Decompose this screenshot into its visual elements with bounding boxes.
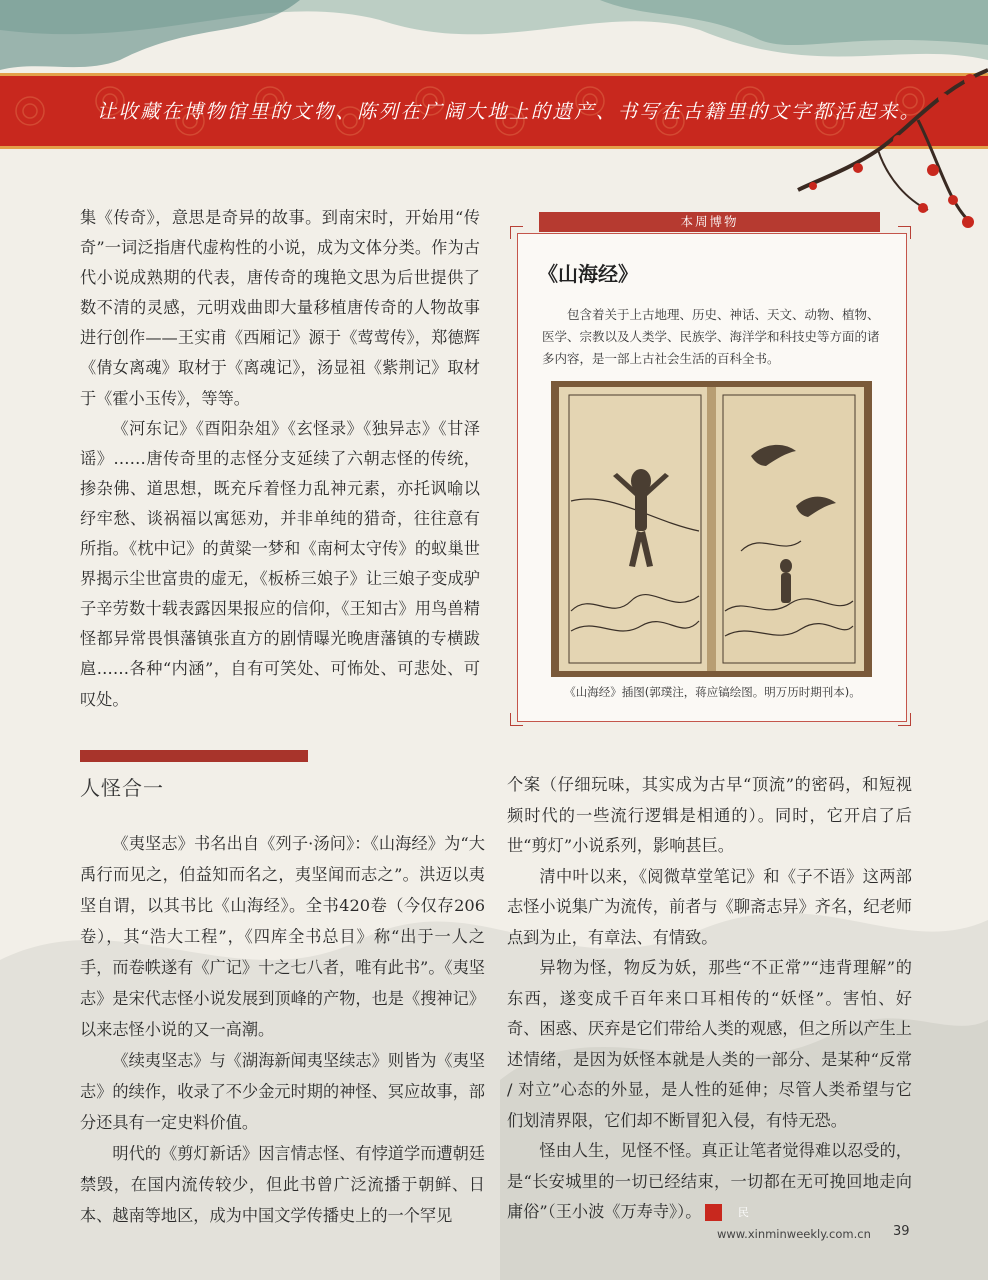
paragraph: 明代的《剪灯新话》因言情志怪、有悖道学而遭朝廷禁毁，在国内流传较少，但此书曾广泛流播于朝鲜、日本、越南等地区，成为中国文学传播史上的一个罕见 <box>80 1144 485 1225</box>
end-mark-stamp: 民 <box>705 1204 722 1221</box>
box-corner-ornament <box>898 713 911 726</box>
left-column-text <box>80 203 480 715</box>
paragraph: 异物为怪，物反为妖，那些“不正常”“违背理解”的东西，遂变成千百年来口耳相传的“妖怪”。害怕、好奇、困惑、厌弃是它们带给人类的观感，但之所以产生上述情绪，是因为妖怪本就是人类的一部分、是某种“反常 / 对立”心态的外显，是人性的延伸；尽管人类希望与它们划清界限，它们却不断冒犯入侵，有恃无恐。 <box>507 958 912 1130</box>
banner-slogan: 让收藏在博物馆里的文物、陈列在广阔大地上的遗产、书写在古籍里的文字都活起来。 <box>96 100 922 123</box>
section-divider-bar <box>80 750 308 762</box>
paragraph-text: 怪由人生，见怪不怪。真正让笔者觉得难以忍受的，是“长安城里的一切已经结束，一切都在无可挽回地走向庸俗”（王小波《万寿寺》）。 <box>507 1141 912 1221</box>
box-tag: 本周博物 <box>539 212 880 232</box>
page-number: 39 <box>893 1224 910 1239</box>
box-corner-ornament <box>510 713 523 726</box>
left-column-lower-text <box>80 828 485 1231</box>
footer-url: www.xinminweekly.com.cn <box>717 1227 871 1241</box>
paragraph: 《河东记》《酉阳杂俎》《玄怪录》《独异志》《甘泽谣》……唐传奇里的志怪分支延续了六朝志怪的传统，掺杂佛、道思想，既充斥着怪力乱神元素，亦托讽喻以纾牢愁、谈祸福以寓惩劝，并非单纯的猎奇，往往意有所指。《枕中记》的黄粱一梦和《南柯太守传》的蚁巢世界揭示尘世富贵的虚无，《板桥三娘子》让三娘子变成驴子辛劳数十载表露因果报应的信仰，《王知古》用鸟兽精怪都异常畏惧藩镇张直方的剧情曝光晚唐藩镇的专横跋扈……各种“内涵”，自有可笑处、可怖处、可悲处、可叹处。 <box>80 418 480 709</box>
paragraph-final <box>507 1136 912 1228</box>
section-title: 人怪合一 <box>80 776 164 800</box>
box-corner-ornament <box>898 226 911 239</box>
paragraph: 《续夷坚志》与《湖海新闻夷坚续志》则皆为《夷坚志》的续作，收录了不少金元时期的神怪、冥应故事，部分还具有一定史料价值。 <box>80 1051 485 1132</box>
paragraph: 《夷坚志》书名出自《列子·汤问》：《山海经》为“大禹行而见之，伯益知而名之，夷坚闻而志之”。洪迈以夷坚自谓，以其书比《山海经》。全书420卷（今仅存206卷），其“浩大工程”，《四库全书总目》称“出于一人之手，而卷帙遂有《广记》十之七八者，唯有此书”。《夷坚志》是宋代志怪小说发展到顶峰的产物，也是《搜神记》以来志怪小说的又一高潮。 <box>80 834 485 1039</box>
right-column-text <box>507 770 912 1228</box>
shanhaijing-illustration-image <box>551 381 872 677</box>
box-corner-ornament <box>510 226 523 239</box>
box-description: 包含着关于上古地理、历史、神话、天文、动物、植物、医学、宗教以及人类学、民族学、海洋学和科技史等方面的诸多内容，是一部上古社会生活的百科全书。 <box>542 307 880 366</box>
box-title: 《山海经》 <box>538 262 638 286</box>
paragraph: 清中叶以来，《阅微草堂笔记》和《子不语》这两部志怪小说集广为流传，前者与《聊斋志异》齐名，纪老师点到为止，有章法、有情致。 <box>507 866 912 947</box>
illustration-caption: 《山海经》插图(郭璞注，蒋应镐绘图。明万历时期刊本)。 <box>564 685 861 699</box>
paragraph: 集《传奇》，意思是奇异的故事。到南宋时，开始用“传奇”一词泛指唐代虚构性的小说，成为文体分类。作为古代小说成熟期的代表，唐传奇的瑰艳文思为后世提供了数不清的灵感，元明戏曲即大量移植唐传奇的人物故事进行创作——王实甫《西厢记》源于《莺莺传》，郑德辉《倩女离魂》取材于《离魂记》，汤显祖《紫荆记》取材于《霍小玉传》，等等。 <box>80 208 480 408</box>
paragraph: 个案（仔细玩味，其实成为古早“顶流”的密码，和短视频时代的一些流行逻辑是相通的）。同时，它开启了后世“剪灯”小说系列，影响甚巨。 <box>507 775 912 855</box>
